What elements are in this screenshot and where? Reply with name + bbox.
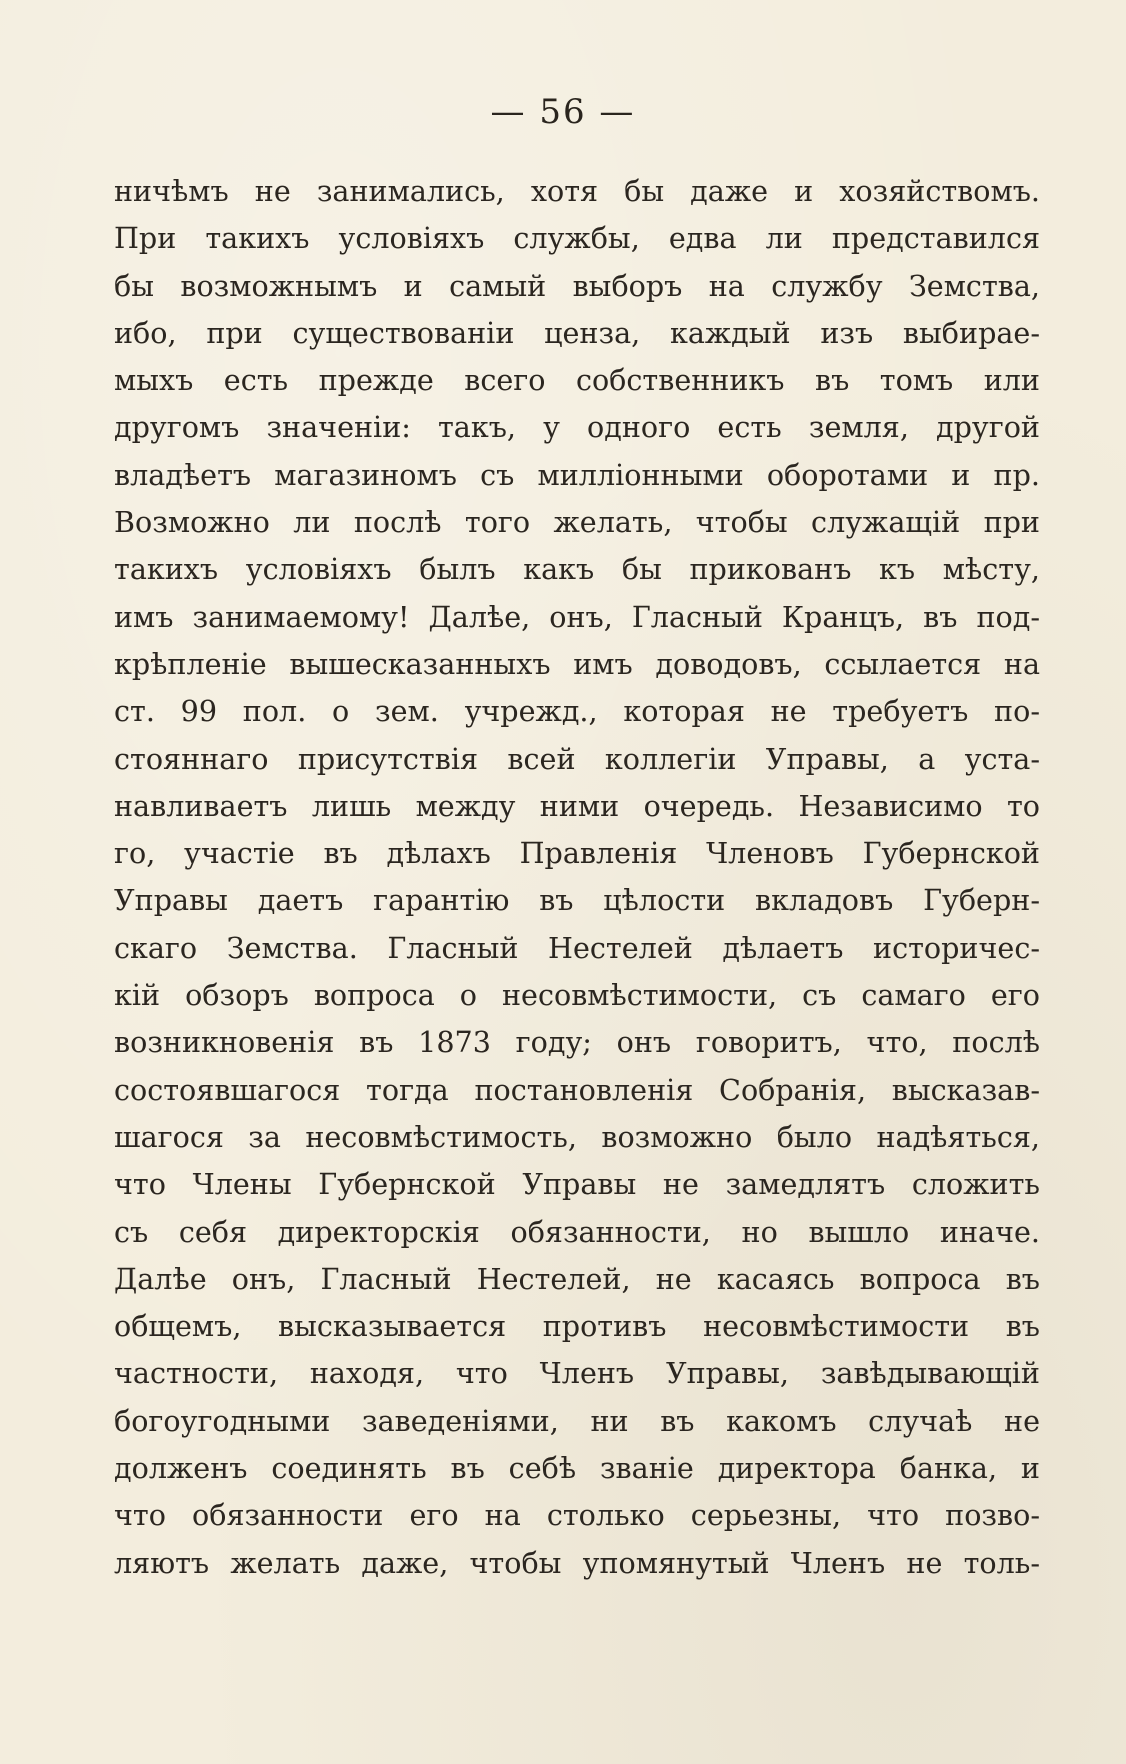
text-line: стояннаго присутствія всей коллегіи Управы, а уста- — [114, 741, 1040, 776]
text-line: съ себя директорскія обязанности, но вышло иначе. — [114, 1214, 1040, 1249]
text-line: возникновенія въ 1873 году; онъ говоритъ, что, послѣ — [114, 1025, 1040, 1060]
text-line: Далѣе онъ, Гласный Нестелей, не касаясь вопроса въ — [114, 1261, 1040, 1296]
text-line: При такихъ условіяхъ службы, едва ли представился — [114, 221, 1040, 256]
text-line: мыхъ есть прежде всего собственникъ въ томъ или — [114, 363, 1040, 398]
text-line: что Члены Губернской Управы не замедлятъ сложить — [114, 1167, 1040, 1202]
text-line: такихъ условіяхъ былъ какъ бы прикованъ къ мѣсту, — [114, 552, 1040, 587]
text-line: состоявшагося тогда постановленія Собранія, высказав- — [114, 1072, 1040, 1107]
text-line: имъ занимаемому! Далѣе, онъ, Гласный Кранцъ, въ под- — [114, 599, 1040, 634]
text-line: шагося за несовмѣстимость, возможно было надѣяться, — [114, 1119, 1040, 1154]
text-line: скаго Земства. Гласный Нестелей дѣлаетъ историчес- — [114, 930, 1040, 965]
text-line: бы возможнымъ и самый выборъ на службу Земства, — [114, 268, 1040, 303]
text-line: богоугодными заведеніями, ни въ какомъ случаѣ не — [114, 1403, 1040, 1438]
text-line: ст. 99 пол. о зем. учрежд., которая не требуетъ по- — [114, 694, 1040, 729]
text-line: ляютъ желать даже, чтобы упомянутый Членъ не толь- — [114, 1545, 1040, 1580]
text-line: общемъ, высказывается противъ несовмѣстимости въ — [114, 1309, 1040, 1344]
text-line: владѣетъ магазиномъ съ милліонными оборотами и пр. — [114, 457, 1040, 492]
text-line: ибо, при существованіи ценза, каждый изъ выбирае- — [114, 315, 1040, 350]
text-line: кій обзоръ вопроса о несовмѣстимости, съ самаго его — [114, 978, 1040, 1013]
text-line: ничѣмъ не занимались, хотя бы даже и хозяйствомъ. — [114, 174, 1040, 208]
text-line: навливаетъ лишь между ними очередь. Независимо то — [114, 788, 1040, 823]
text-line: частности, находя, что Членъ Управы, завѣдывающій — [114, 1356, 1040, 1391]
text-line: Возможно ли послѣ того желать, чтобы служащій при — [114, 505, 1040, 540]
text-line: долженъ соединять въ себѣ званіе директора банка, и — [114, 1451, 1040, 1486]
text-line: крѣпленіе вышесказанныхъ имъ доводовъ, ссылается на — [114, 646, 1040, 681]
text-line: другомъ значеніи: такъ, у одного есть земля, другой — [114, 410, 1040, 445]
body-text — [114, 168, 1040, 1587]
text-line: что обязанности его на столько серьезны, что позво- — [114, 1498, 1040, 1533]
page-number: — 56 — — [490, 92, 636, 132]
text-line: го, участіе въ дѣлахъ Правленія Членовъ Губернской — [114, 836, 1040, 871]
text-line: Управы даетъ гарантію въ цѣлости вкладовъ Губерн- — [114, 883, 1040, 918]
